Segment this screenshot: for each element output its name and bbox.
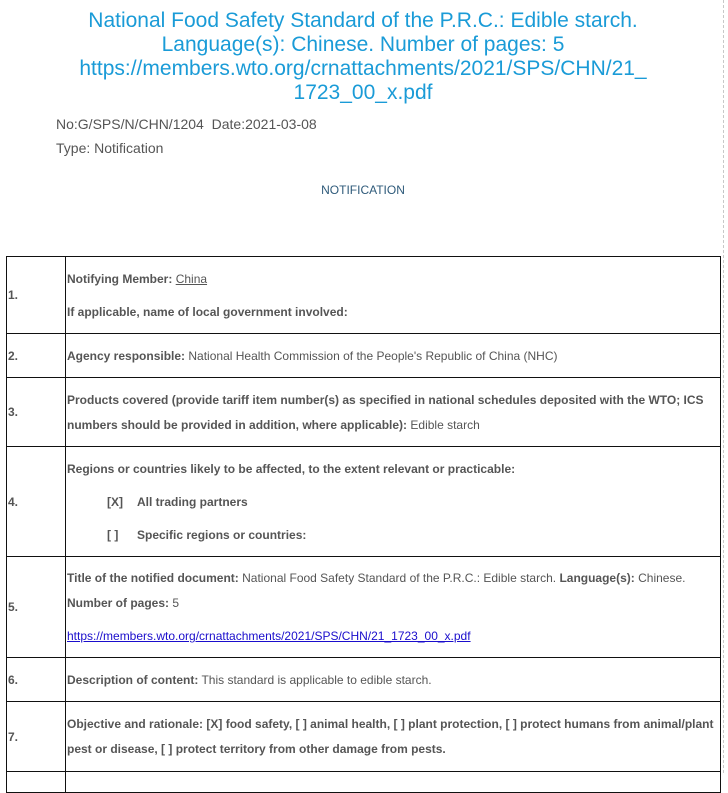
option-label: Specific regions or countries:: [137, 527, 307, 542]
page-edge-divider: [723, 0, 724, 773]
field-label: Regions or countries likely to be affected, to the extent relevant or practicable:: [67, 461, 516, 476]
table-row: [7, 257, 721, 334]
table-row: [7, 658, 721, 702]
field-value: National Food Safety Standard of the P.R.C.: Edible starch.: [242, 571, 557, 585]
row-content: [66, 378, 721, 447]
row-content: [66, 447, 721, 557]
field-value: Chinese.: [638, 571, 686, 585]
row-content: [66, 772, 721, 793]
field-label: Objective and rationale: [X] food safety, [ ] animal health, [ ] plant protection, [ ] protect humans from animal/plant: [67, 717, 714, 731]
row-content: [66, 257, 721, 334]
region-option: [67, 527, 720, 543]
field-label: numbers should be provided in addition, where applicable):: [67, 417, 408, 432]
document-meta: [56, 116, 317, 132]
notification-table: [6, 256, 721, 793]
page-title: [40, 9, 686, 105]
field-label: Language(s):: [559, 571, 635, 585]
section-heading: NOTIFICATION: [321, 183, 405, 197]
table-row: [7, 702, 721, 772]
field-label: Number of pages:: [67, 596, 170, 610]
row-content: [66, 658, 721, 702]
title-line: Language(s): Chinese. Number of pages: 5: [161, 33, 565, 56]
title-line: https://members.wto.org/crnattachments/2021/SPS/CHN/21_: [79, 57, 647, 80]
field-label: Products covered (provide tariff item number(s) as specified in national schedules deposited with the WTO; ICS: [67, 392, 704, 407]
field-label: pest or disease, [ ] protect territory from other damage from pests.: [67, 742, 446, 756]
field-label: Title of the notified document:: [67, 571, 239, 585]
field-value: National Health Commission of the People's Republic of China (NHC): [188, 348, 558, 363]
row-content: [66, 557, 721, 658]
row-number: 5.: [7, 557, 66, 658]
table-row: [7, 772, 721, 793]
row-number: 1.: [7, 257, 66, 334]
row-content: [66, 702, 721, 772]
row-number: [7, 772, 66, 793]
field-label: Agency responsible:: [67, 348, 186, 363]
title-line: 1723_00_x.pdf: [293, 81, 433, 104]
row-number: 6.: [7, 658, 66, 702]
document-date: Date:2021-03-08: [211, 116, 317, 132]
table-row: [7, 334, 721, 378]
row-number: 2.: [7, 334, 66, 378]
field-value: Edible starch: [410, 417, 480, 432]
notifying-member-link[interactable]: China: [175, 271, 208, 286]
table-row: [7, 378, 721, 447]
table-row: [7, 447, 721, 557]
title-line: National Food Safety Standard of the P.R.C.: Edible starch.: [88, 9, 638, 32]
option-label: All trading partners: [137, 494, 248, 509]
field-label: Description of content:: [67, 672, 199, 687]
row-number: 7.: [7, 702, 66, 772]
document-type: Type: Notification: [56, 140, 164, 156]
field-label: Notifying Member:: [67, 271, 173, 286]
row-number: 3.: [7, 378, 66, 447]
region-option: [67, 494, 720, 510]
document-number: No:G/SPS/N/CHN/1204: [56, 116, 204, 132]
checkbox-mark: [ ]: [107, 527, 119, 542]
field-label: If applicable, name of local government involved:: [67, 304, 348, 319]
document-link[interactable]: https://members.wto.org/crnattachments/2021/SPS/CHN/21_1723_00_x.pdf: [67, 629, 471, 643]
row-content: [66, 334, 721, 378]
field-value: 5: [172, 596, 180, 610]
table-row: [7, 557, 721, 658]
checkbox-mark: [X]: [107, 494, 123, 509]
field-value: This standard is applicable to edible starch.: [201, 672, 432, 687]
row-number: 4.: [7, 447, 66, 557]
